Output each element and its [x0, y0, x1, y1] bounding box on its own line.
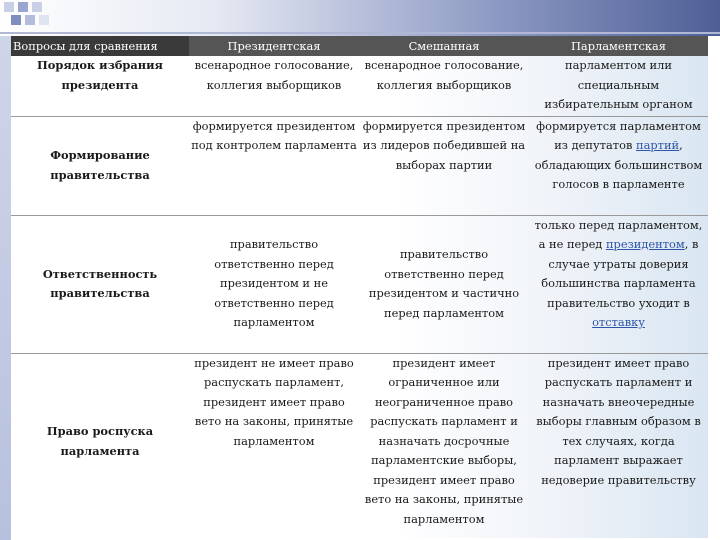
cell-parliamentary	[529, 215, 708, 353]
slide-sidebar-band	[0, 36, 11, 540]
row-question: Ответственность правительства	[11, 215, 189, 353]
cell-parliamentary	[529, 116, 708, 215]
header-separator	[0, 32, 720, 34]
cell-mixed: правительство ответственно перед президентом и частично перед парламентом	[359, 215, 529, 353]
slide-header-band	[0, 0, 720, 36]
header-presidential: Президентская	[189, 36, 359, 56]
table-row	[11, 56, 708, 116]
header-parliamentary: Парламентская	[529, 36, 708, 56]
parties-link[interactable]: партий	[635, 138, 680, 152]
comparison-table	[11, 36, 708, 530]
row-question: Порядок избрания президента	[11, 56, 189, 116]
table-row	[11, 116, 708, 215]
cell-mixed: президент имеет ограниченное или неограниченное право распускать парламент и назначать досрочные парламентские выборы, президент имеет право вето на законы, принятые парламентом	[364, 355, 524, 526]
table-row	[11, 215, 708, 353]
table-row	[11, 353, 708, 530]
row-question: Право роспуска парламента	[46, 424, 154, 458]
resignation-link[interactable]: отставку	[592, 315, 645, 329]
table-header-row	[11, 36, 708, 56]
cell-mixed: формируется президентом из лидеров победившей на выборах партии	[359, 116, 529, 215]
cell-presidential: правительство ответственно перед президентом и не ответственно перед парламентом	[189, 215, 359, 353]
cell-parliamentary: президент имеет право распускать парламент и назначать внеочередные выборы главным образом в тех случаях, когда парламент выражает недоверие правительству	[536, 355, 701, 487]
cell-mixed: всенародное голосование, коллегия выборщиков	[359, 56, 529, 116]
decorative-squares	[0, 0, 60, 36]
president-link[interactable]: президентом	[605, 237, 685, 251]
cell-text: , в случае утраты доверия большинства парламента правительство уходит в	[541, 237, 699, 310]
row-question: Формирование правительства	[11, 116, 189, 215]
cell-presidential: формируется президентом под контролем парламента	[189, 116, 359, 215]
cell-text: формируется парламентом из депутатов	[536, 118, 701, 152]
cell-parliamentary: парламентом или специальным избирательным органом	[529, 56, 708, 116]
cell-text: , обладающих большинством голосов в парламенте	[534, 138, 703, 191]
header-mixed: Смешанная	[359, 36, 529, 56]
header-questions: Вопросы для сравнения	[11, 36, 189, 56]
cell-presidential: президент не имеет право распускать парламент, президент имеет право вето на законы, принятые парламентом	[194, 355, 354, 448]
comparison-table-container	[11, 36, 708, 538]
cell-text: только перед парламентом, а не перед	[534, 217, 703, 251]
cell-presidential: всенародное голосование, коллегия выборщиков	[189, 56, 359, 116]
